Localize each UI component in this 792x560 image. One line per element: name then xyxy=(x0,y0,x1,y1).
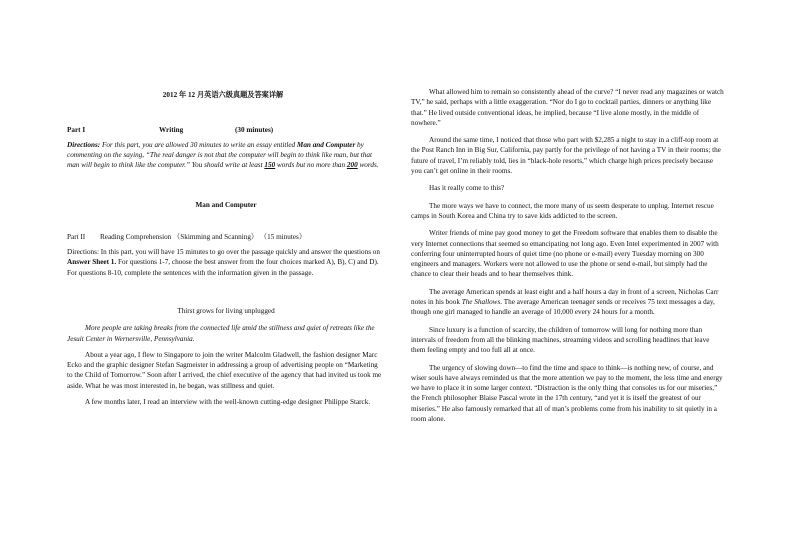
part1-time: (30 minutes) xyxy=(235,126,274,135)
part1-label: Part I xyxy=(67,126,86,135)
document-title: 2012 年 12 月英语六级真题及答案详解 xyxy=(162,91,284,99)
max-words: 200 xyxy=(346,161,358,170)
paragraph: Writer friends of mine pay good money to get the Freedom software that enables them to disable the very Internet connections that seemed so emancipating not long ago. Even Intel experimented in 2007 with conferring four uninterrupted hours of quiet time (no phone or e-mail) every Tuesday morning on 300 engineers and managers. Workers were not allowed to use the phone or send e-mail, but simply had the chance to clear their heads and to hear themselves think. xyxy=(411,229,719,279)
paragraph xyxy=(411,287,725,318)
paragraph: About a year ago, I flew to Singapore to join the writer Malcolm Gladwell, the fashion designer Marc Ecko and the graphic designer Stefan Sagmeister in addressing a group of advertising people on “Marketing to the Child of Tomorrow.” Soon after I arrived, the chief executive of the agency that had invited us took me aside. What he was most interested in, he began, was stillness and quiet. xyxy=(67,350,382,390)
directions-label: Directions: xyxy=(67,140,101,149)
answer-sheet: Answer Sheet 1. xyxy=(67,258,117,267)
directions-text: words but no more than xyxy=(275,161,347,170)
book-title: The Shallows xyxy=(461,298,501,307)
directions-text: Directions: In this part, you will have 15 minutes to go over the passage quickly and answer the questions on xyxy=(67,248,380,257)
paragraph: Has it really come to this? xyxy=(429,184,505,193)
left-column xyxy=(67,90,385,413)
paragraph: What allowed him to remain so consistently ahead of the curve? “I never read any magazines or watch TV,” he said, perhaps with a little exaggeration. “Nor do I go to cocktail parties, dinners or anything like that.” He lived outside conventional ideas, he implied, because “I live alone mostly, in the middle of nowhere.” xyxy=(411,88,724,127)
part1-section: Writing xyxy=(159,126,184,135)
essay-name: Man and Computer xyxy=(296,140,356,149)
part2-time: （15 minutes） xyxy=(259,232,307,241)
paragraph-text: . The average American teenager sends or receives 75 text messages a day, though one girl managed to handle an average of 10,000 every 24 hours for a month. xyxy=(411,298,715,317)
paragraph: A few months later, I read an interview with the well-known cutting-edge designer Philippe Starck. xyxy=(85,398,371,407)
paragraph: The more ways we have to connect, the more many of us seem desperate to unplug. Internet rescue camps in South Korea and China try to save kids addicted to the screen. xyxy=(411,201,714,220)
directions-text: For this part, you are allowed 30 minutes to write an essay entitled xyxy=(100,140,297,149)
passage-lead: More people are taking breaks from the connected life amid the stillness and quiet of retreats like the Jesuit Center in Wernersville, Pennsylvania. xyxy=(67,324,375,343)
directions-text: by commenting on the saying, “The real danger is not that the computer will begin to think like man, but that man will begin to think like the computer.” You should write at least xyxy=(67,140,372,170)
part1-directions xyxy=(67,140,385,171)
part2-label: Part II xyxy=(67,232,86,241)
part2-section: Reading Comprehension （Skimming and Scanning） xyxy=(100,232,259,241)
directions-text: words. xyxy=(357,161,379,170)
right-column xyxy=(411,87,725,431)
passage-title: Thirst grows for living unplugged xyxy=(177,306,275,315)
paragraph-text: The average American spends at least eight and a half hours a day in front of a screen, Nicholas Carr notes in his book xyxy=(411,287,719,307)
paragraph: Since luxury is a function of scarcity, the children of tomorrow will long for nothing more than intervals of freedom from all the blinking machines, streaming videos and scrolling headlines that leave them feeling empty and too full all at once. xyxy=(411,325,710,355)
part2-heading xyxy=(67,232,385,242)
directions-text: For questions 1-7, choose the best answer from the four choices marked A), B), C) and D). For questions 8-10, complete the sentences with the information given in the passage. xyxy=(67,258,379,277)
part2-directions xyxy=(67,247,385,278)
part1-heading xyxy=(67,125,385,135)
min-words: 150 xyxy=(264,161,276,170)
paragraph: The urgency of slowing down—to find the time and space to think—is nothing new, of course, and wiser souls have always reminded us that the more attention we pay to the moment, the less time and energy we have to place it in some larger context. “Distraction is the only thing that consoles us for our miseries,” the French philosopher Blaise Pascal wrote in the 17th century, “and yet it is itself the greatest of our miseries.” He also famously remarked that all of man’s problems come from his inability to sit quietly in a room alone. xyxy=(411,363,723,424)
essay-title: Man and Computer xyxy=(195,201,257,210)
paragraph: Around the same time, I noticed that those who part with $2,285 a night to stay in a cliff-top room at the Post Ranch Inn in Big Sur, California, pay partly for the privilege of not having a TV in their rooms; the future of travel, I’m reliably told, lies in “black-hole resorts,” which charge high prices precisely because you can’t get online in their rooms. xyxy=(411,136,721,176)
